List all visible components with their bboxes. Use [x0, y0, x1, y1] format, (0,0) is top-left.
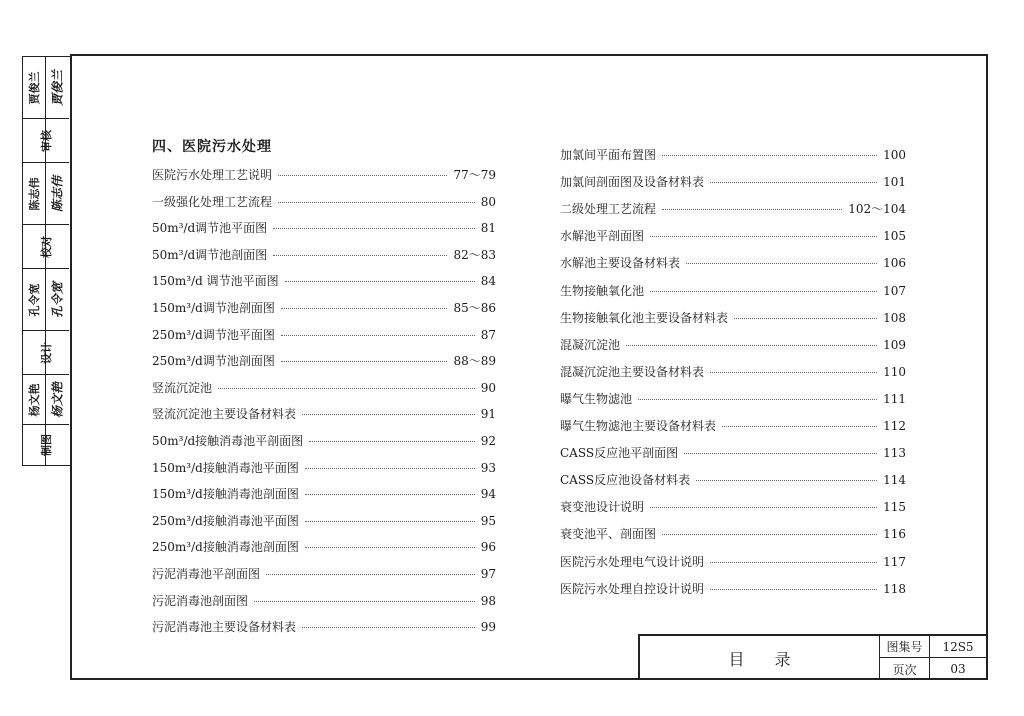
toc-leader-dots: [305, 521, 475, 522]
drafter-name: 杨文艳: [28, 383, 41, 416]
toc-leader-dots: [278, 202, 475, 203]
toc-entry: [560, 553, 906, 570]
toc-entry-page: 108: [883, 310, 906, 325]
toc-entry: [560, 444, 906, 461]
toc-entry-title: 150m³/d 调节池平面图: [152, 274, 279, 289]
atlas-number-value: 12S5: [930, 636, 986, 658]
toc-entry-page: 99: [480, 620, 496, 635]
toc-entry-title: 医院污水处理自控设计说明: [560, 581, 705, 596]
toc-entry: [152, 538, 496, 555]
toc-leader-dots: [273, 255, 447, 256]
toc-leader-dots: [710, 562, 877, 563]
checker-signature: 陈志伟: [50, 175, 65, 212]
toc-entry-title: 150m³/d接触消毒池平面图: [152, 460, 299, 475]
toc-entry-page: 82～83: [453, 247, 496, 262]
toc-entry-title: 医院污水处理电气设计说明: [560, 554, 705, 569]
title-block: [638, 634, 988, 680]
toc-entry-page: 93: [480, 460, 496, 475]
toc-entry-page: 107: [883, 283, 906, 298]
toc-entry-page: 118: [883, 581, 906, 596]
toc-leader-dots: [281, 335, 475, 336]
toc-entry: [560, 525, 906, 542]
toc-entry-title: 生物接触氧化池主要设备材料表: [560, 310, 729, 325]
toc-entry: [560, 282, 906, 299]
signature-strip: [22, 56, 70, 466]
toc-entry-page: 92: [480, 434, 496, 448]
toc-leader-dots: [662, 209, 842, 210]
toc-entry: [560, 498, 906, 515]
sig-cell-zhitu-name: [23, 375, 69, 425]
toc-entry-title: 150m³/d调节池剖面图: [152, 301, 275, 315]
toc-entry-title: 污泥消毒池剖面图: [152, 593, 249, 608]
toc-entry-page: 109: [883, 337, 906, 352]
toc-entry-page: 98: [480, 593, 496, 608]
toc-entry-title: 250m³/d接触消毒池平面图: [152, 513, 299, 528]
toc-entry: [560, 336, 906, 353]
toc-entry-page: 112: [883, 419, 906, 433]
toc-entry-page: 90: [480, 380, 496, 395]
toc-leader-dots: [696, 480, 877, 481]
toc-entry-page: 91: [480, 407, 496, 422]
toc-entry: [560, 227, 906, 244]
toc-entry: [560, 254, 906, 271]
toc-entry-title: 曝气生物滤池: [560, 391, 633, 406]
toc-leader-dots: [662, 155, 877, 156]
toc-entry-page: 116: [883, 527, 906, 542]
toc-leader-dots: [305, 547, 475, 548]
toc-leader-dots: [305, 494, 475, 495]
sig-cell-jiaodui-name: [23, 163, 69, 225]
toc-entry-page: 115: [883, 500, 906, 515]
toc-entry-page: 80: [480, 194, 496, 209]
toc-entry-title: 加氯间剖面图及设备材料表: [560, 175, 705, 190]
toc-leader-dots: [278, 175, 447, 176]
toc-entry-page: 105: [883, 229, 906, 244]
toc-entry: [560, 390, 906, 407]
toc-entry-title: 水解池主要设备材料表: [560, 256, 681, 271]
toc-entry-page: 94: [480, 487, 496, 502]
toc-entry-page: 88～89: [453, 354, 496, 369]
toc-leader-dots: [650, 291, 877, 292]
toc-leader-dots: [710, 182, 877, 183]
toc-leader-dots: [734, 318, 877, 319]
sig-cell-shenhe: [23, 119, 69, 163]
checker-name: 陈志伟: [28, 177, 41, 210]
toc-entry: [152, 432, 496, 449]
toc-entry-title: 竖流沉淀池: [152, 380, 213, 395]
toc-entry-page: 113: [883, 446, 906, 461]
atlas-number-label: 图集号: [880, 636, 930, 658]
toc-leader-dots: [638, 399, 877, 400]
sig-cell-shenhe-name: [23, 57, 69, 119]
toc-entry-title: 生物接触氧化池: [560, 283, 645, 298]
drafter-role: 制图: [40, 434, 53, 456]
toc-entry-page: 100: [883, 148, 906, 162]
toc-entry-title: 150m³/d接触消毒池剖面图: [152, 487, 299, 502]
section-title: 四、医院污水处理: [152, 139, 272, 155]
reviewer-signature: 贾俊兰: [50, 69, 65, 106]
toc-leader-dots: [273, 228, 475, 229]
toc-leader-dots: [710, 372, 877, 373]
toc-entry-page: 117: [883, 554, 906, 569]
toc-leader-dots: [722, 426, 877, 427]
toc-entry: [152, 219, 496, 236]
toc-entry-page: 81: [480, 221, 496, 236]
sig-cell-zhitu: [23, 425, 69, 465]
toc-entry-page: 101: [883, 175, 906, 190]
toc-entry: [560, 309, 906, 326]
toc-entry-title: 250m³/d调节池剖面图: [152, 354, 275, 369]
toc-leader-dots: [662, 534, 877, 535]
toc-entry-title: 混凝沉淀池主要设备材料表: [560, 364, 705, 379]
toc-entry-page: 114: [883, 473, 906, 488]
toc-entry: [152, 193, 496, 210]
toc-leader-dots: [285, 281, 475, 282]
toc-leader-dots: [650, 236, 877, 237]
toc-entry: [152, 272, 496, 289]
toc-entry-page: 96: [480, 540, 496, 555]
toc-entry-title: 混凝沉淀池: [560, 337, 621, 352]
toc-leader-dots: [710, 589, 877, 590]
toc-entry: [152, 618, 496, 635]
toc-leader-dots: [305, 468, 475, 469]
designer-signature: 孔令宽: [50, 281, 65, 318]
toc-leader-dots: [266, 574, 475, 575]
checker-role: 校对: [40, 235, 53, 258]
toc-leader-dots: [281, 361, 448, 362]
toc-entry: [560, 173, 906, 190]
toc-entry: [560, 363, 906, 380]
toc-entry-page: 85～86: [453, 301, 496, 315]
toc-entry-page: 95: [480, 513, 496, 528]
designer-name: 孔令宽: [28, 283, 41, 316]
toc-entry: [152, 485, 496, 502]
toc-entry: [560, 417, 906, 434]
toc-entry: [152, 352, 496, 369]
toc-entry-title: CASS反应池平剖面图: [560, 446, 679, 461]
toc-leader-dots: [302, 414, 475, 415]
toc-entry-title: 加氯间平面布置图: [560, 148, 657, 162]
sig-cell-sheji-name: [23, 269, 69, 331]
toc-leader-dots: [309, 441, 475, 442]
toc-entry-title: 50m³/d接触消毒池平剖面图: [152, 434, 304, 448]
reviewer-name: 贾俊兰: [28, 71, 41, 104]
page-number-label: 页次: [880, 658, 930, 680]
toc-entry-title: 污泥消毒池平剖面图: [152, 567, 261, 581]
toc-entry-title: 医院污水处理工艺说明: [152, 168, 273, 182]
toc-entry: [152, 512, 496, 529]
toc-entry-title: 250m³/d调节池平面图: [152, 327, 275, 342]
toc-entry: [152, 379, 496, 396]
toc-entry: [152, 326, 496, 343]
toc-entry-title: 二级处理工艺流程: [560, 202, 657, 217]
toc-leader-dots: [218, 388, 475, 389]
toc-entry: [152, 299, 496, 316]
toc-entry-title: 水解池平剖面图: [560, 229, 645, 244]
toc-leader-dots: [281, 308, 448, 309]
drafter-signature: 杨文艳: [50, 381, 65, 418]
toc-entry-page: 84: [480, 274, 496, 289]
toc-entry-page: 110: [883, 364, 906, 379]
toc-entry-page: 97: [480, 567, 496, 581]
toc-entry: [152, 592, 496, 609]
toc-entry-title: 竖流沉淀池主要设备材料表: [152, 407, 297, 422]
title-block-title: 目录: [640, 636, 880, 680]
designer-role: 设计: [40, 341, 53, 364]
toc-entry-title: 衰变池平、剖面图: [560, 527, 657, 542]
toc-leader-dots: [302, 627, 475, 628]
toc-leader-dots: [686, 263, 877, 264]
toc-entry: [152, 459, 496, 476]
toc-entry: [152, 246, 496, 263]
toc-entry-title: 50m³/d调节池平面图: [152, 221, 268, 236]
toc-entry-title: 50m³/d调节池剖面图: [152, 247, 268, 262]
reviewer-role: 审核: [40, 129, 53, 152]
toc-entry-page: 111: [883, 391, 906, 406]
sig-cell-jiaodui: [23, 225, 69, 269]
toc-entry: [560, 580, 906, 597]
toc-entry: [560, 146, 906, 163]
toc-entry-title: 污泥消毒池主要设备材料表: [152, 620, 297, 635]
toc-entry: [152, 166, 496, 183]
sig-cell-sheji: [23, 331, 69, 375]
toc-leader-dots: [650, 507, 877, 508]
toc-entry: [560, 471, 906, 488]
toc-leader-dots: [626, 345, 877, 346]
toc-entry-page: 87: [480, 327, 496, 342]
toc-leader-dots: [684, 453, 877, 454]
toc-entry-page: 102～104: [848, 202, 906, 217]
toc-entry-title: 250m³/d接触消毒池剖面图: [152, 540, 299, 555]
toc-entry: [560, 200, 906, 217]
toc-entry-page: 106: [883, 256, 906, 271]
page-number-value: 03: [950, 662, 966, 676]
toc-entry: [152, 405, 496, 422]
toc-entry-title: 衰变池设计说明: [560, 500, 645, 515]
toc-leader-dots: [254, 601, 475, 602]
toc-entry: [152, 565, 496, 582]
toc-entry-title: 一级强化处理工艺流程: [152, 194, 273, 209]
toc-entry-title: CASS反应池设备材料表: [560, 473, 691, 488]
toc-entry-title: 曝气生物滤池主要设备材料表: [560, 419, 717, 433]
toc-entry-page: 77～79: [453, 168, 496, 182]
